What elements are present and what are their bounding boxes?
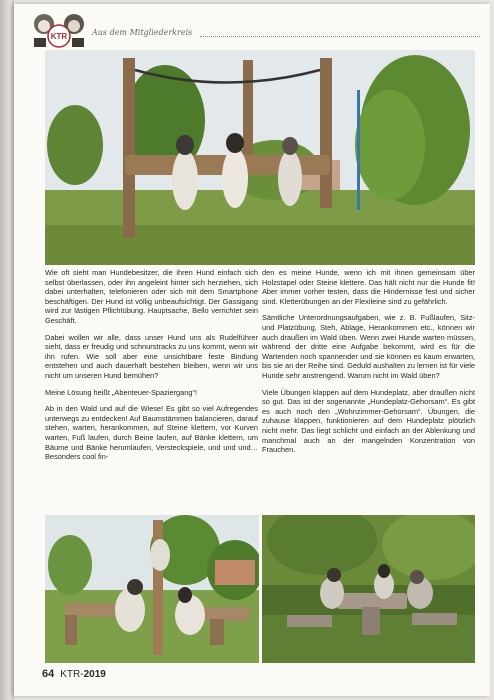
paragraph: Ab in den Wald und auf die Wiese! Es gibt so viel Aufregendes unterwegs zu entdecken! Auf Baumstämmen balancieren, darauf stehen, warten, herankommen, auf Steine klettern, vor Kurven warten, Fuß laufen, durch Beine laufen, auf Bänke klettern, um Bäume und Bänke herumlaufen, Versteckspiele, und und und… Besonders cool fin-	[45, 404, 258, 462]
club-logo	[30, 8, 88, 50]
article-column-left	[45, 268, 258, 469]
issue-year: 2019	[83, 669, 106, 680]
section-title: Aus dem Mitgliederkreis	[92, 28, 193, 37]
page-footer	[42, 668, 106, 680]
paragraph: Sämtliche Unterordnungsaufgaben, wie z. B. Fußlaufen, Sitz- und Platzübung, Steh, Ablage, Herankommen etc., können wir auch draußen im Wald üben. Wenn zwei Hunde warten müssen, während der dritte eine Aufgabe bekommt, wird es für die Wartenden noch spannender und sie können es kaum erwarten, bis sie an der Reihe sind. Geduld aushalten zu lernen ist für viele Hunde sehr anstrengend. Warum nicht im Wald üben?	[262, 313, 475, 380]
paragraph: den es meine Hunde, wenn ich mit ihnen gemeinsam über Holzstapel oder Steine klettere. Das hält nicht nur die Hunde fit! Aber immer vorher testen, dass die Hindernisse fest und sicher sind. Kletterübungen an der Flexileine sind zu gefährlich.	[262, 268, 475, 306]
paragraph: Wie oft sieht man Hundebesitzer, die ihren Hund einfach sich selbst überlassen, oder ihn angeleint hinter sich herziehen, sich dabei unterhalten, telefonieren oder sich mit dem Smartphone beschäftigen. Der Hund ist völlig unbeaufsichtigt. Der Gassigang wird zur lästigen Pflichtübung. Hauptsache, Bello verrichtet sein Geschäft.	[45, 268, 258, 325]
paragraph: Dabei wollen wir alle, dass unser Hund uns als Rudelführer sieht, dass er freudig und schnurstracks zu uns kommt, wenn wir ihn rufen. Wie soll aber eine unsichtbare feste Bindung entstehen und auch dauerhaft bestehen bleiben, wenn wir uns nicht um unseren Hund bemühen?	[45, 332, 258, 380]
magazine-name: KTR-	[60, 669, 84, 680]
binding-spine	[0, 0, 14, 700]
paragraph: Viele Übungen klappen auf dem Hundeplatz, aber draußen nicht so gut. Das ist der sogenannte „Hundeplatz-Gehorsam“. Es gibt es auch noch den „Wohnzimmer-Gehorsam“. Übungen, die zuhause klappen, funktionieren auf dem Hundeplatz plötzlich nicht mehr. Das liegt schlicht und einfach an der Ablenkung und manchmal auch an der mangelnden Konzentration von Frauchen.	[262, 387, 475, 455]
paragraph: Meine Lösung heißt „Abenteuer-Spaziergang“!	[45, 387, 198, 397]
photo-dogs-stone-table	[262, 515, 475, 663]
header-divider	[200, 36, 480, 37]
article-column-right	[262, 268, 475, 462]
photo-dogs-on-log	[45, 50, 475, 265]
photo-dogs-on-benches	[45, 515, 259, 663]
logo-text: KTR	[50, 32, 68, 41]
page-number: 64	[42, 668, 55, 680]
